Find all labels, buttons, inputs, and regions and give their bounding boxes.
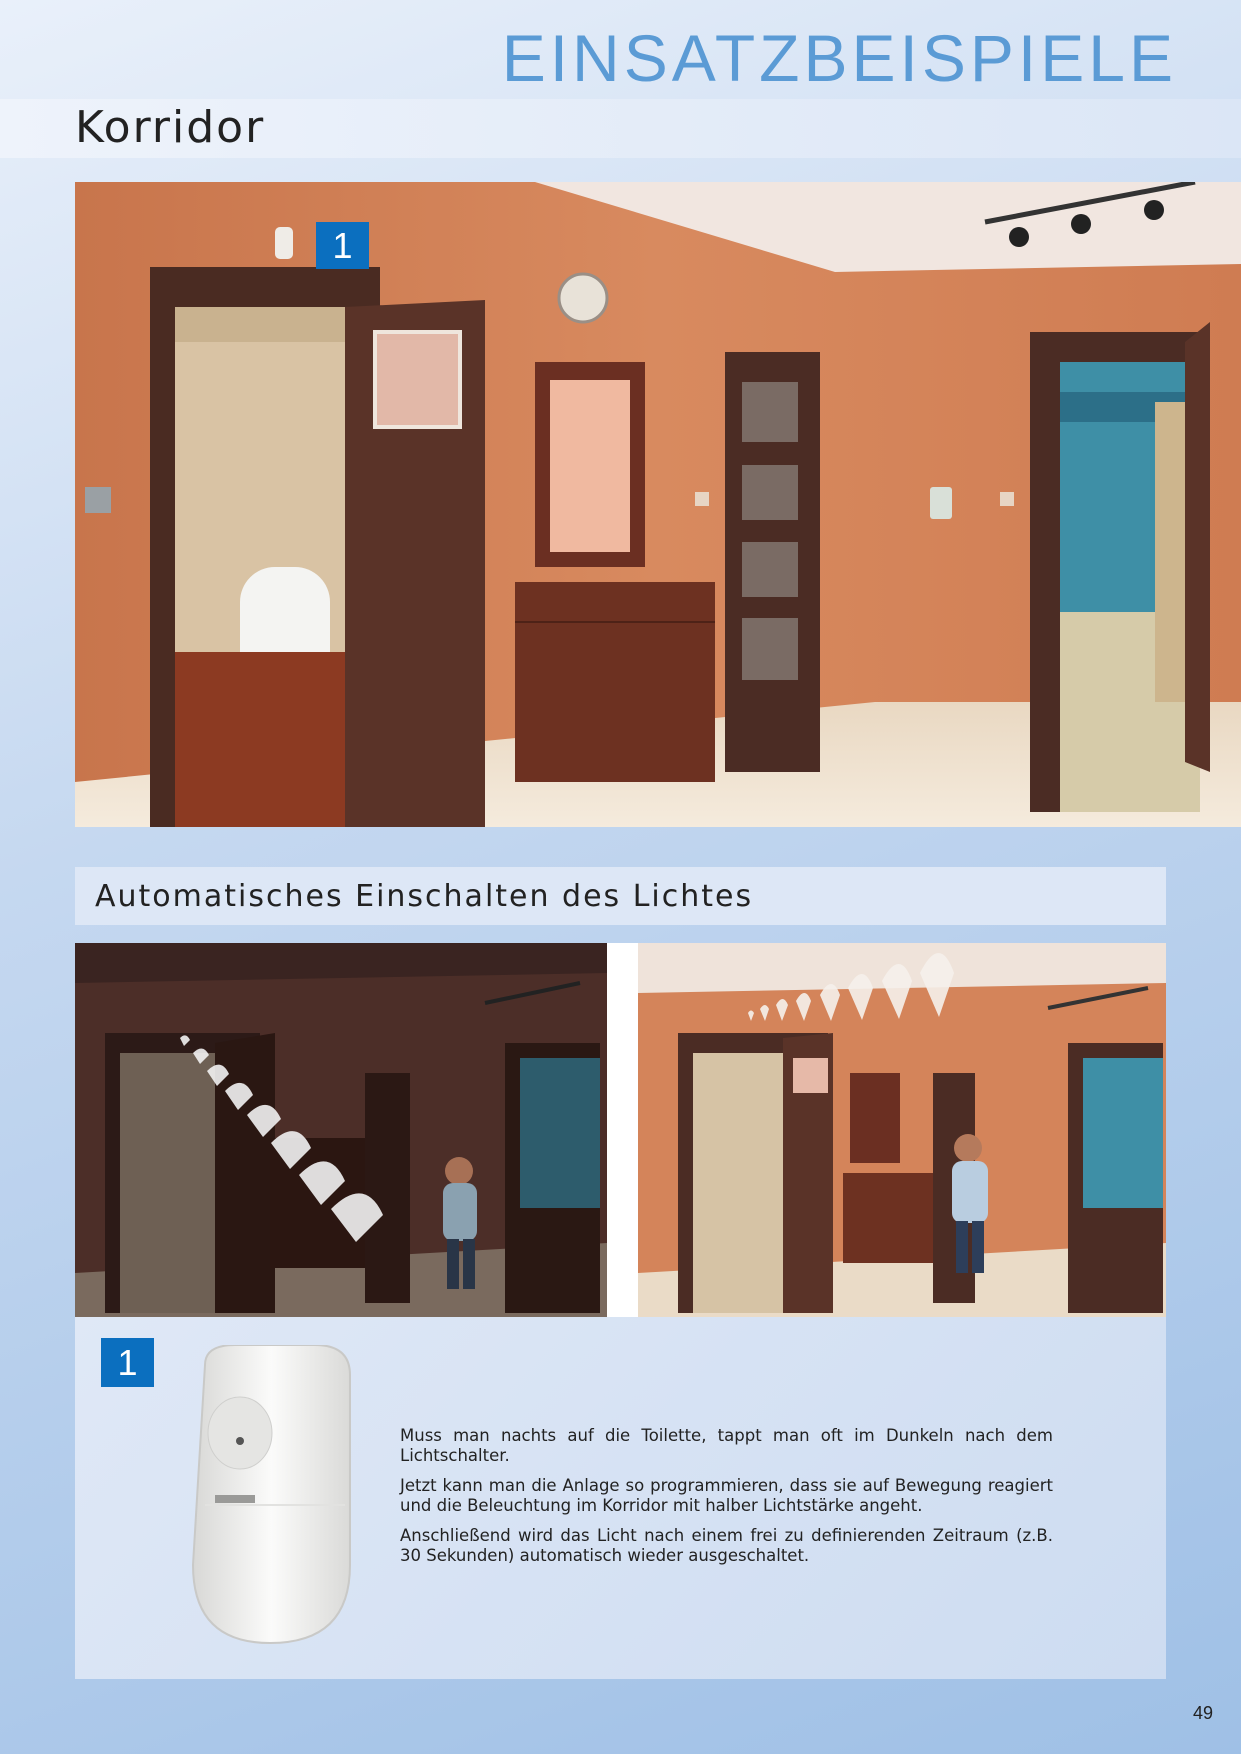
callout-badge-1: 1: [316, 222, 369, 269]
corridor-photo: [75, 182, 1241, 827]
section-title-bar: [0, 99, 1241, 158]
motion-sensor-image: [185, 1345, 355, 1645]
section-title: Korridor: [75, 102, 266, 153]
page-number: 49: [1192, 1703, 1213, 1723]
lit-scene-photo: [638, 943, 1166, 1317]
subsection-title-bar: [75, 867, 1166, 925]
detail-badge-1: 1: [101, 1338, 154, 1387]
photo-divider: [607, 943, 638, 1317]
detail-paragraph: Muss man nachts auf die Toilette, tappt man oft im Dunkeln nach dem Lichtschalter.: [400, 1426, 1053, 1465]
subsection-title: Automatisches Einschalten des Lichtes: [95, 879, 754, 914]
night-scene-photo: [75, 943, 607, 1317]
detail-text: [400, 1426, 1053, 1576]
detail-paragraph: Anschließend wird das Licht nach einem frei zu definierenden Zeitraum (z.B. 30 Sekunden) automatisch wieder ausgeschaltet.: [400, 1526, 1053, 1565]
detail-paragraph: Jetzt kann man die Anlage so programmieren, dass sie auf Bewegung reagiert und die Beleuchtung im Korridor mit halber Lichtstärke angeht.: [400, 1476, 1053, 1515]
page-header-title: EINSATZBEISPIELE: [501, 21, 1177, 95]
